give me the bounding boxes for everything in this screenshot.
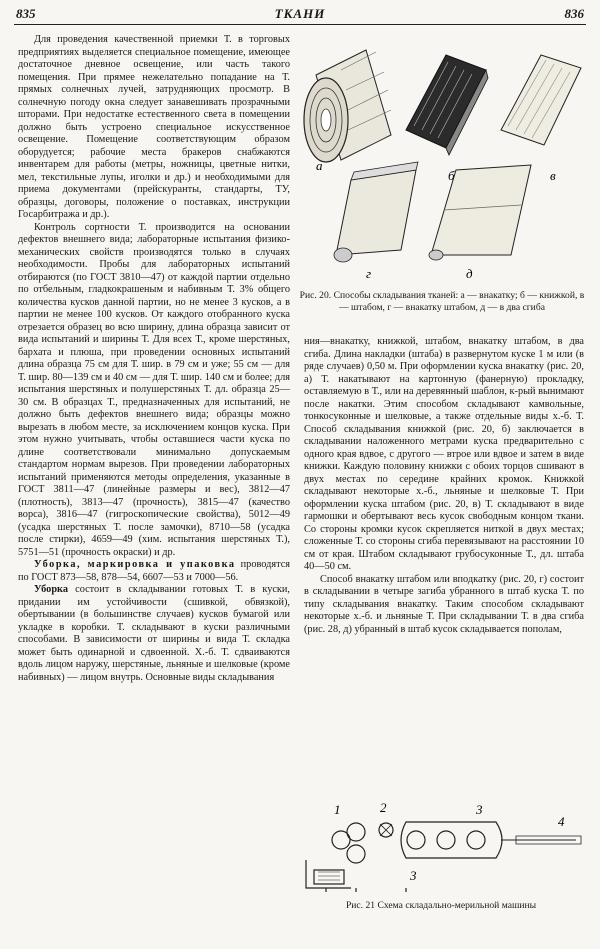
fold-label-g: г bbox=[366, 266, 372, 281]
paragraph-quality-control: Контроль сортности Т. производится на основании дефектов внешнего вида; лабораторные испытания физико-механических свойств производятся только в случаях необходимости. Пробы для лабораторных испытаний отбираются (по ГОСТ 3810—47) от каждой партии отдельно по отбельным, гладкокрашеным и набивным Т. 3% общего количества кусков данной партии, но не менее 3 кусков, а в партии не менее 100 кусков. От каждого отобранного куска отрезается образец во всю ширину, длина образца зависит от вида испытаний и ширины Т. Для всех Т., кроме шерстяных, бархата и плюша, при проведении основных испытаний длина образца 75 см для Т. шир. в 79 см и уже; 55 см — для Т. шир. 80—139 см и 40 см — для Т. шир. 140 см и более; для испытания шерстяных и полушерстяных Т. дл. образца 25—30 см. В образцах Т., предназначенных для испытаний, не должно быть дефектов внешнего вида; образцы можно вырезать в любом месте, за исключением концов куска. При этом нужно учитывать, чтобы оставшиеся части куска по длине соответствовали минимально допускаемым стандартом нормам вырезов. При проведении лабораторных испытаний применяются методы определения, указанные в ГОСТ 3811—47 (линейные размеры и вес), 3812—47 (плотность), 3813—47 (прочность), 3815—47 (качество ворса), 3816—47 (гигроскопические свойства), 5012—49 (усадка шерстяных Т. после замочки), 8710—58 (усадка после стирки), 4659—49 (хим. испытания шерстяных Т.), 5751—51 (прочность окраски) и др. bbox=[18, 221, 290, 558]
fold-label-b: б bbox=[448, 168, 455, 183]
machine-frame bbox=[306, 822, 581, 892]
fold-d-two-folds bbox=[429, 165, 531, 260]
uborka-term: Уборка bbox=[34, 584, 68, 595]
right-column bbox=[304, 336, 584, 636]
packing-text: проводятся по ГОСТ 873—58, 878—54, 6607—53 и 7000—56. bbox=[18, 559, 291, 583]
packing-heading: Уборка, маркировка и упаковка bbox=[34, 559, 236, 570]
machine-part-3-bottom: 3 bbox=[410, 868, 417, 883]
fold-g-roll-shtab bbox=[334, 162, 418, 262]
running-title: ТКАНИ bbox=[274, 6, 326, 21]
fold-label-a: а bbox=[316, 158, 323, 173]
figure-20-folding-methods bbox=[296, 30, 588, 290]
fold-label-d: д bbox=[466, 266, 473, 281]
figure-20-caption: Рис. 20. Способы складывания тканей: а — внакатку; б — книжкой, в — штабом, г — внакатку штабом, д — в два сгиба bbox=[299, 290, 585, 313]
figure-21-caption: Рис. 21 Схема складально-мерильной машины bbox=[345, 900, 537, 911]
left-column bbox=[18, 34, 290, 684]
paragraph-fold-types: ния—внакатку, книжкой, штабом, внакатку штабом, в два сгиба. Длина накладки (штаба) в развернутом куске 1 м или (в ряде случаев) 0,50 м. При оформлении куска внакатку (рис. 20, а) Т. накатывают на картонную (фанерную) прокладку, оставляемую в Т., или на деревянный шаблон, к-рый вынимают после накатки. Этим способом складывают камвольные, тонкосуконные и шелковые, а также отдельные виды х.-б. Т. Способ складывания книжкой (рис. 20, б) заключается в складывании наложенного метрами куска предварительно с одного края вдвое, с другого — втрое или вдвое и затем в виде книжки. Каждую половину книжки с обоих торцов сшивают в двух местах по середине крайних кромок. Книжкой складывают некоторые х.-б., льняные и шелковые Т. При оформлении куска штабом (рис. 20, в) Т. складывают в виде гармошки и обертывают весь кусок свободным концом ткани. Со стороны кромки кусок скрепляется ниткой в двух местах; сложенные Т. со стороны сгиба перевязывают на расстоянии 10 см от края. Штабом складывают грубосуконные Т., дл. штаба 40—50 см. bbox=[304, 336, 584, 572]
machine-part-3-top: 3 bbox=[476, 802, 483, 817]
page-header bbox=[14, 6, 586, 25]
machine-part-4: 4 bbox=[558, 814, 565, 829]
page-number-left: 835 bbox=[16, 6, 36, 21]
paragraph-inspection: Для проведения качественной приемки Т. в торговых предприятиях выделяется специальное помещение, имеющее достаточное дневное освещение, или часть такого помещения. При прямее нежелательно попадание на Т. прямых солнечных лучей, затрудняющих просмотр. В солнечную погоду окна следует занавешивать прозрачными шторами. При недостатке естественного света в помещении должно быть устроено специальное искусственное освещение. Помещение соответствующим образом оборудуется; рабочие места бракеров снабжаются инвентарем для работы (метры, ножницы, цветные нитки, мел, текстильные лупы, иголки и др.) и необходимыми для приема документами (прейскуранты, стандарты, ТУ, образцы, договоры, положение о поставках, инструкции Госарбитража и др.). bbox=[18, 34, 290, 220]
uborka-text: состоит в складывании готовых Т. в куски, придании им устойчивости (сшивкой, обвязкой), обертывании (в большинстве случаев) кусков бумагой или укладке в коробки. Т. складывают в куски различными способами. В зависимости от ширины и вида Т. складка может быть одинарной и сдвоенной. Х.-б. Т. сдваиваются вдоль лицом наружу, шерстяные, льняные и шелковые (кроме набивных) — лицом внутрь. Основные виды складывания bbox=[18, 584, 291, 683]
paragraph-packing bbox=[18, 559, 290, 584]
machine-part-1: 1 bbox=[334, 802, 341, 817]
machine-part-2: 2 bbox=[380, 800, 387, 815]
figure-21-folding-machine bbox=[296, 800, 586, 895]
paragraph-roll-shtab: Способ внакатку штабом или вподкатку (рис. 20, г) состоит в складывании в четыре загиба убранного в штаб куска Т. по типу складывания внакатку. Таким способом складывают некоторые х.-б. и льняные Т. При складывании Т. в два сгиба (рис. 28, д) убранный в штаб кусок складывается пополам, bbox=[304, 573, 584, 635]
paragraph-uborka bbox=[18, 584, 290, 684]
fold-v-shtab bbox=[501, 55, 581, 145]
fold-b-book bbox=[406, 55, 488, 155]
page-number-right: 836 bbox=[564, 6, 584, 21]
fold-a-roll bbox=[304, 50, 391, 162]
fold-label-v: в bbox=[550, 168, 556, 183]
